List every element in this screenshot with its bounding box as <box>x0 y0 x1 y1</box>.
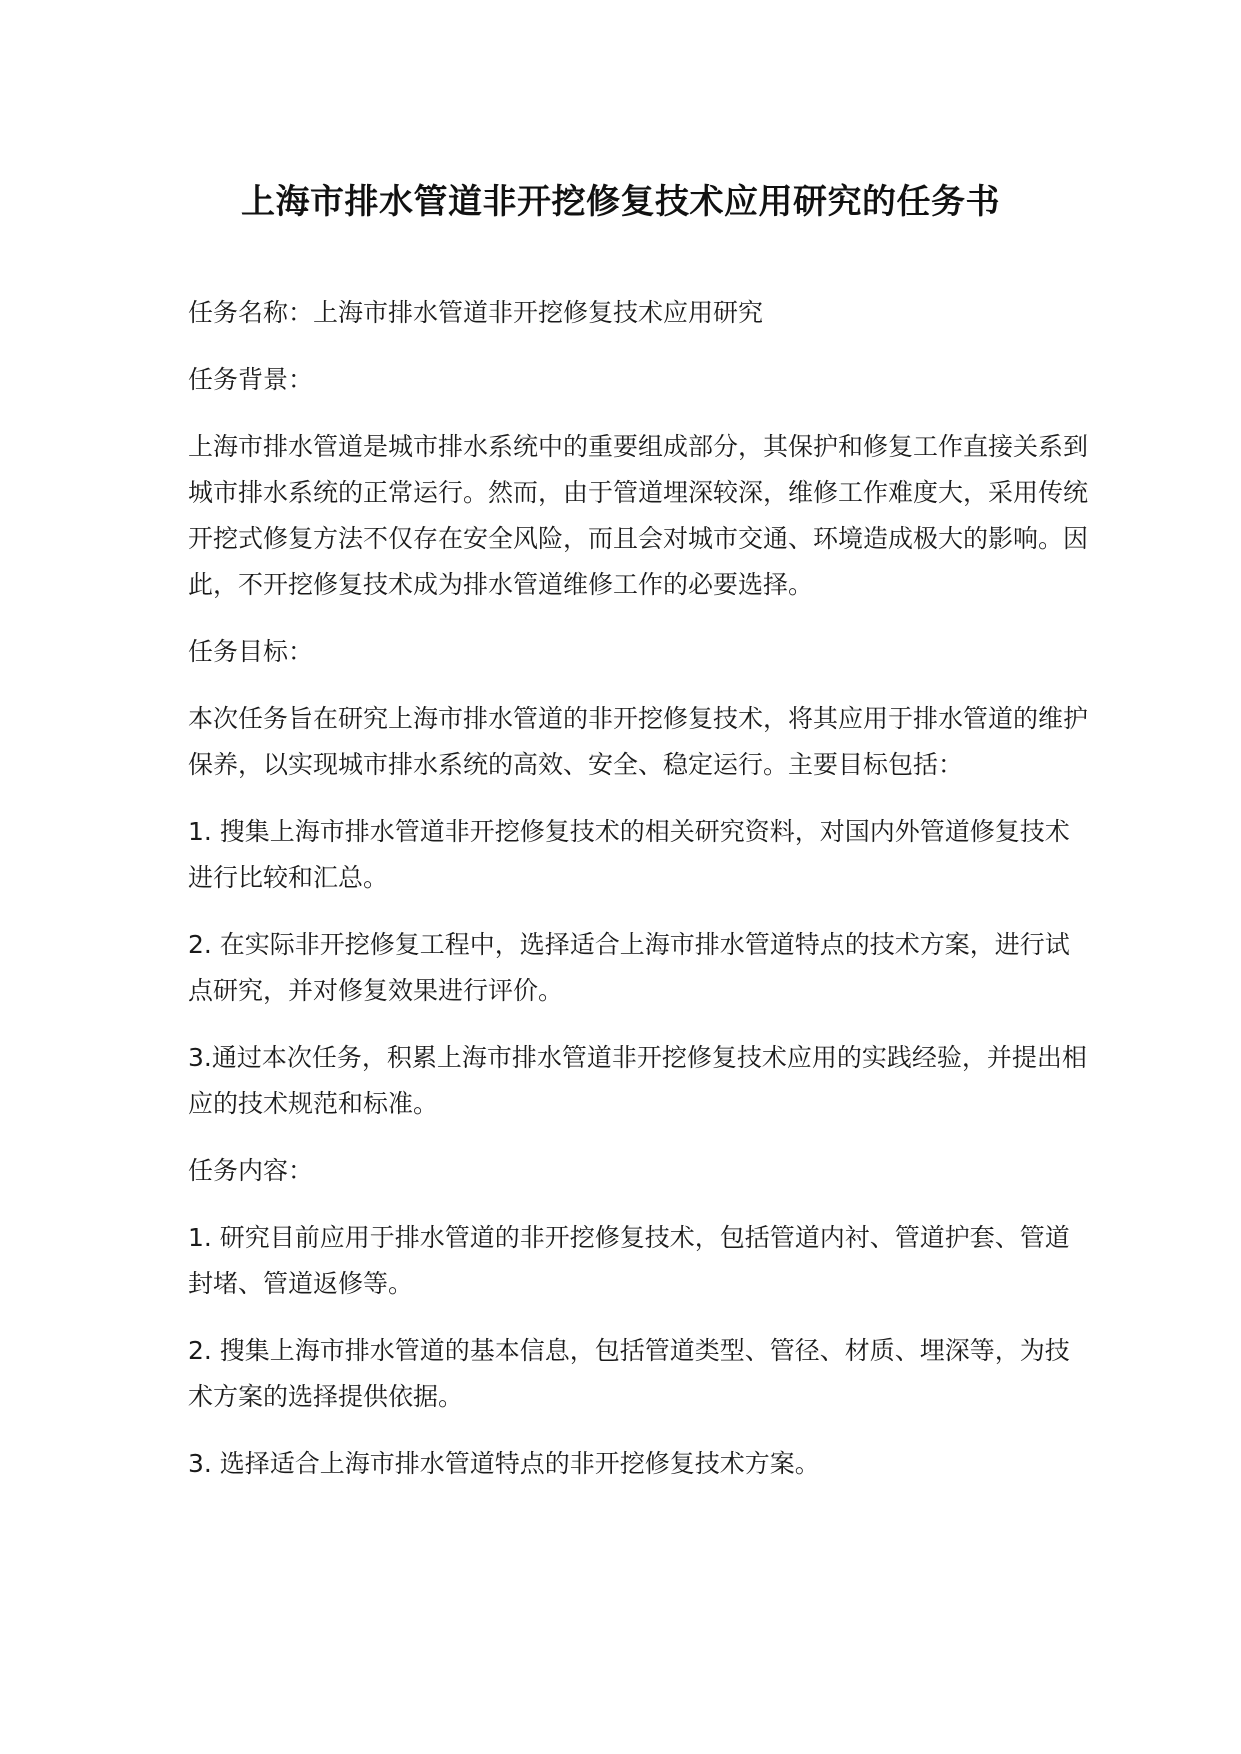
content-item-1: 1. 研究目前应用于排水管道的非开挖修复技术，包括管道内衬、管道护套、管道封堵、管道返修等。 <box>188 1223 1070 1298</box>
goal-item-2: 2. 在实际非开挖修复工程中，选择适合上海市排水管道特点的技术方案，进行试点研究，并对修复效果进行评价。 <box>188 930 1070 1005</box>
goals-heading: 任务目标： <box>188 637 314 666</box>
background-heading: 任务背景： <box>188 365 314 394</box>
content-item-3: 3. 选择适合上海市排水管道特点的非开挖修复技术方案。 <box>188 1449 820 1478</box>
document-body <box>188 290 1088 1508</box>
document-title: 上海市排水管道非开挖修复技术应用研究的任务书 <box>241 182 1000 222</box>
task-name-paragraph: 任务名称：上海市排水管道非开挖修复技术应用研究 <box>188 298 764 327</box>
goals-intro-paragraph: 本次任务旨在研究上海市排水管道的非开挖修复技术，将其应用于排水管道的维护保养，以实现城市排水系统的高效、安全、稳定运行。主要目标包括： <box>188 704 1089 779</box>
goal-item-1: 1. 搜集上海市排水管道非开挖修复技术的相关研究资料，对国内外管道修复技术进行比较和汇总。 <box>188 817 1070 892</box>
content-heading: 任务内容： <box>188 1156 314 1185</box>
background-paragraph: 上海市排水管道是城市排水系统中的重要组成部分，其保护和修复工作直接关系到城市排水系统的正常运行。然而，由于管道埋深较深，维修工作难度大，采用传统开挖式修复方法不仅存在安全风险，而且会对城市交通、环境造成极大的影响。因此，不开挖修复技术成为排水管道维修工作的必要选择。 <box>188 432 1089 599</box>
content-item-2: 2. 搜集上海市排水管道的基本信息，包括管道类型、管径、材质、埋深等，为技术方案的选择提供依据。 <box>188 1336 1070 1411</box>
goal-item-3: 3.通过本次任务，积累上海市排水管道非开挖修复技术应用的实践经验，并提出相应的技术规范和标准。 <box>188 1043 1087 1118</box>
